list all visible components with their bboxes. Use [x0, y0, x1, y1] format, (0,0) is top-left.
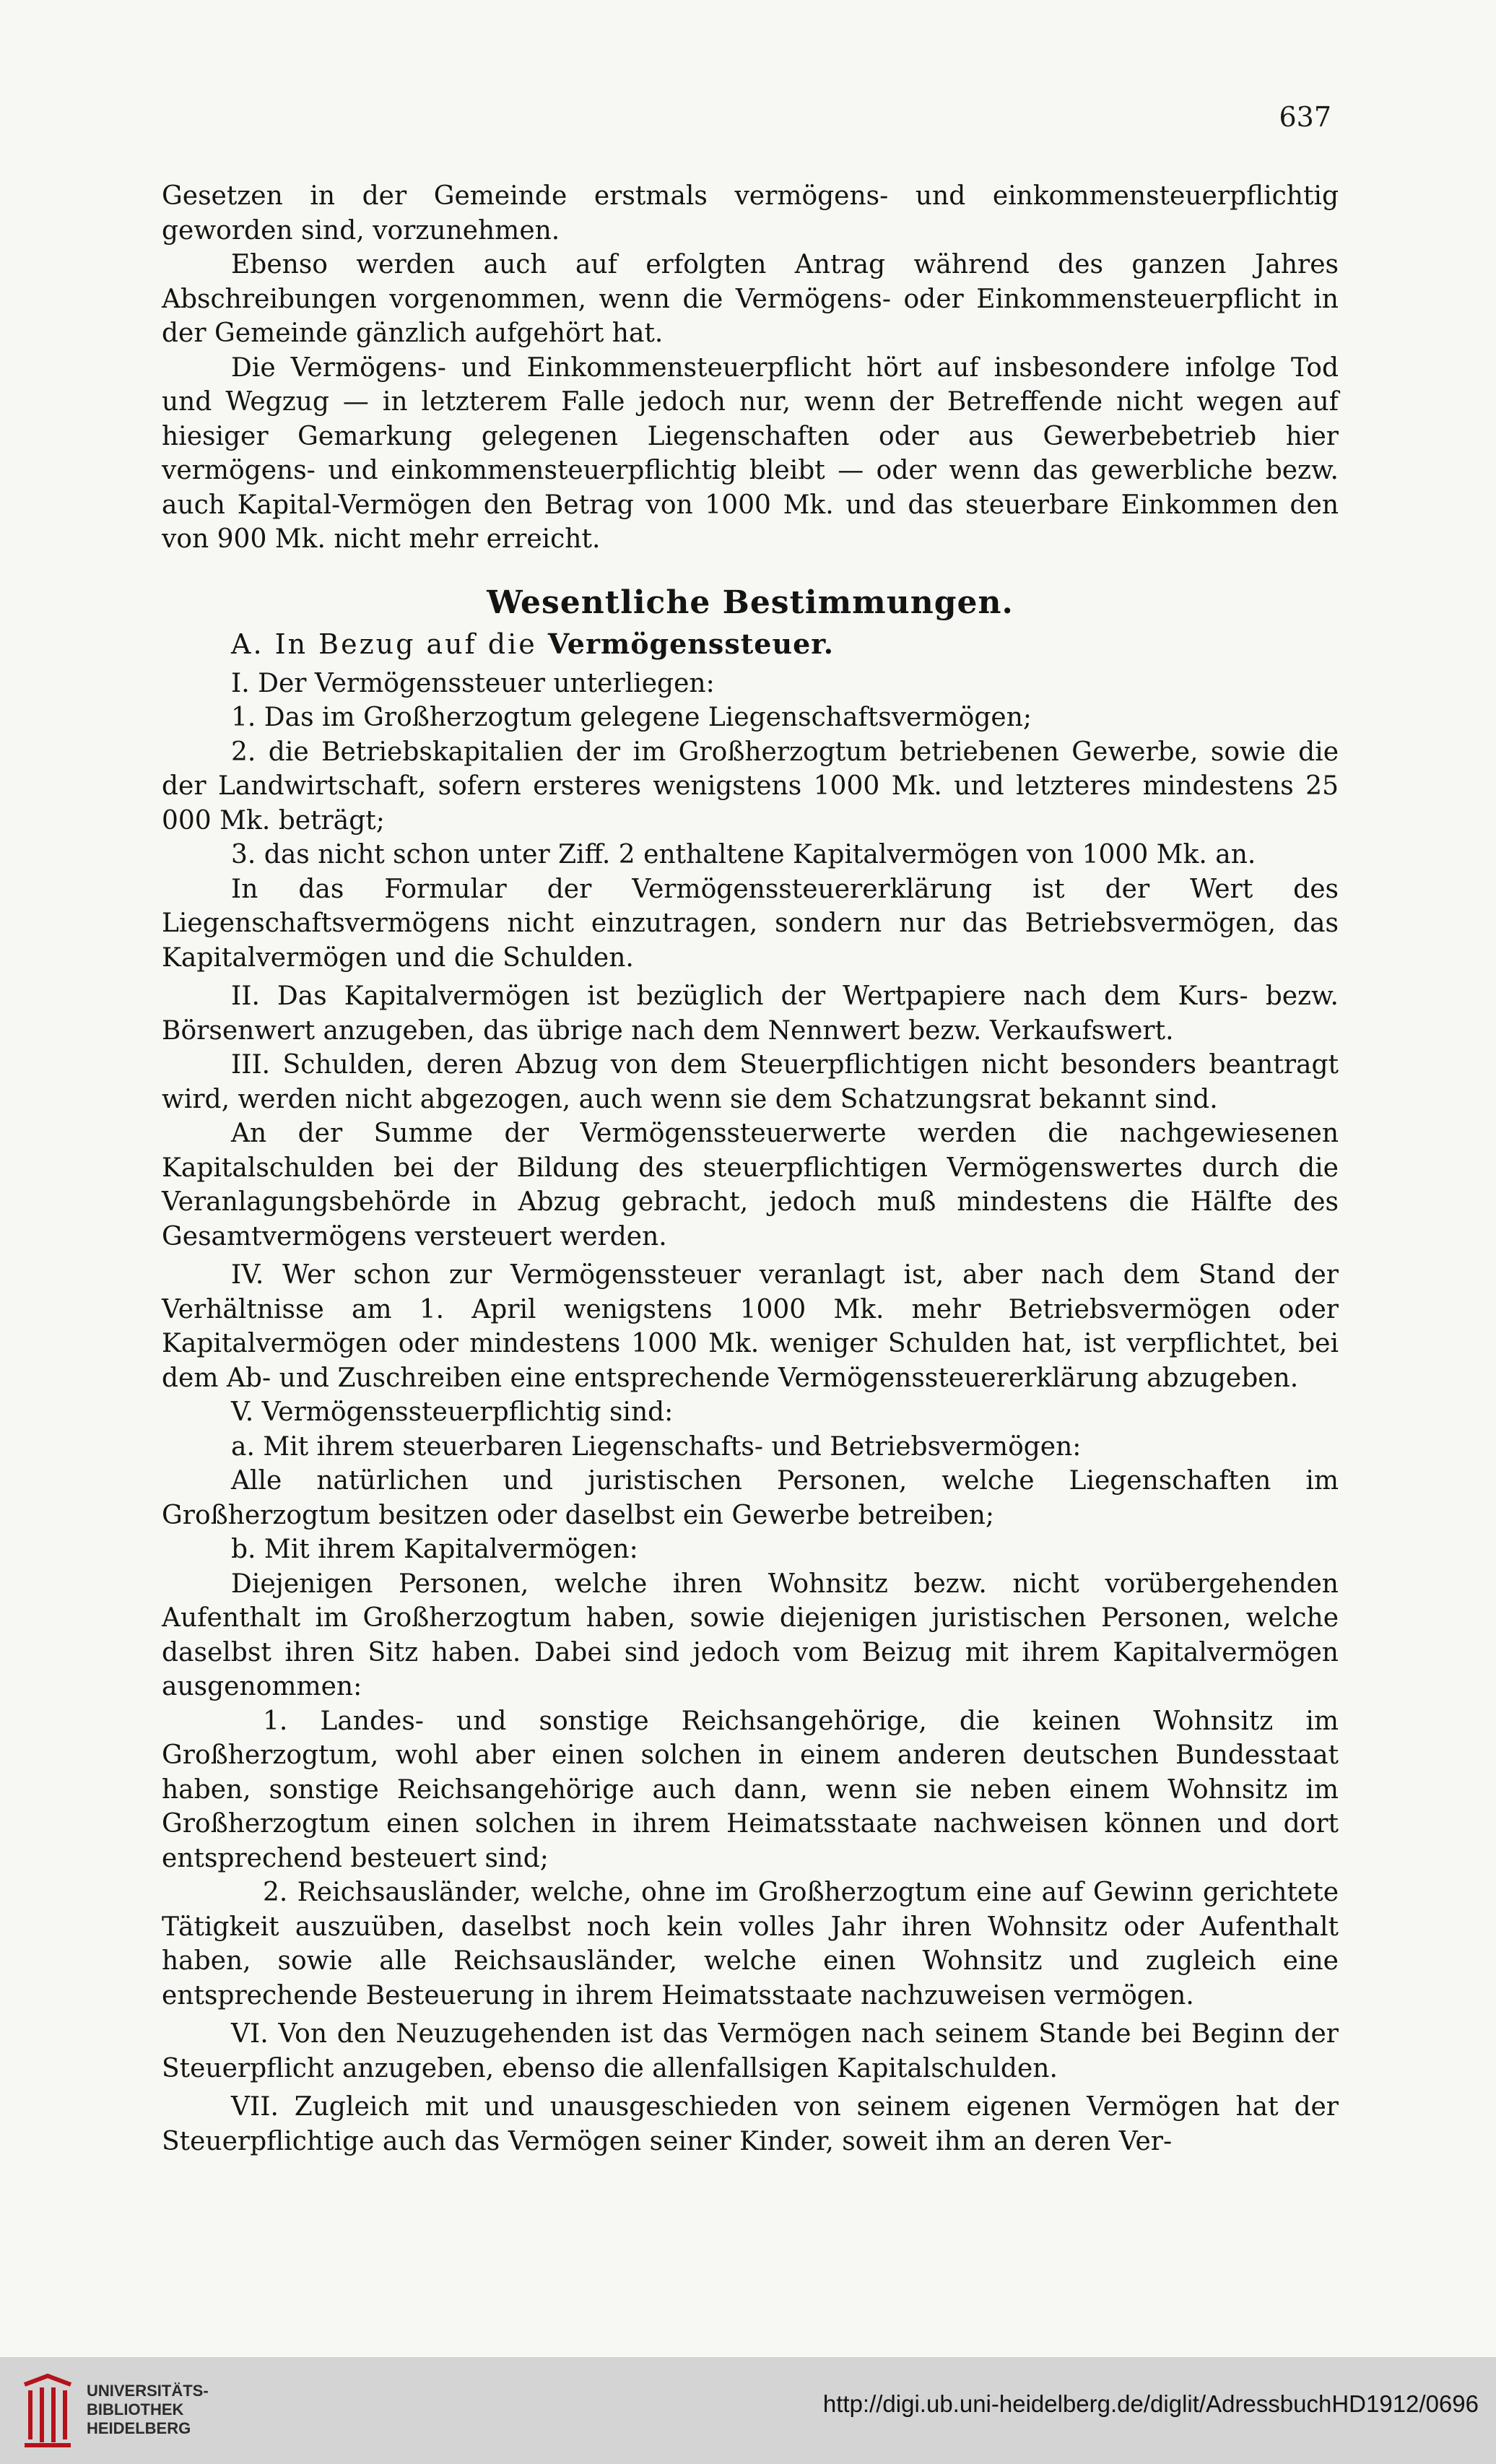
library-name-line-3: HEIDELBERG: [87, 2419, 191, 2437]
intro-paragraph-1: Gesetzen in der Gemeinde erstmals vermögens- und einkommensteuerpflichtig geworden sind, vorzunehmen.: [162, 181, 1339, 246]
clause-v-b-item-1: 1. Landes- und sonstige Reichsangehörige, die keinen Wohnsitz im Großherzogtum, wohl aber einen solchen in einem anderen deutschen Bundesstaat haben, sonstige Reichsangehörige auch dann, wenn sie neben einem Wohnsitz im Großherzogtum einen solchen in ihrem Heimatsstaate nachweisen können und dort entsprechend besteuert sind;: [162, 1706, 1339, 1873]
document-body: [162, 179, 1339, 2159]
clause-v-heading: V. Vermögenssteuerpflichtig sind:: [231, 1397, 674, 1427]
university-library-logo-icon: [17, 2370, 78, 2450]
clause-iv: IV. Wer schon zur Vermögenssteuer veranlagt ist, aber nach dem Stand der Verhältnisse am 1. April wenigstens 1000 Mk. mehr Betriebsvermögen oder Kapitalvermögen oder mindestens 1000 Mk. weniger Schulden hat, ist verpflichtet, bei dem Ab- und Zuschreiben eine entsprechende Vermögenssteuererklärung abzugeben.: [162, 1260, 1339, 1393]
library-name-line-1: UNIVERSITÄTS-: [87, 2382, 209, 2400]
clause-v-b: b. Mit ihrem Kapitalvermögen:: [231, 1535, 638, 1564]
clause-iii: III. Schulden, deren Abzug von dem Steuerpflichtigen nicht besonders beantragt wird, werden nicht abgezogen, auch wenn sie dem Schatzungsrat bekannt sind.: [162, 1050, 1339, 1114]
clause-vi: VI. Von den Neuzugehenden ist das Vermögen nach seinem Stande bei Beginn der Steuerpflicht anzugeben, ebenso die allenfallsigen Kapitalschulden.: [162, 2019, 1339, 2083]
source-url-link[interactable]: http://digi.ub.uni-heidelberg.de/diglit/AdressbuchHD1912/0696: [822, 2390, 1479, 2417]
clause-i-item-1: 1. Das im Großherzogtum gelegene Liegenschaftsvermögen;: [231, 703, 1032, 732]
clause-v-a-text: Alle natürlichen und juristischen Personen, welche Liegenschaften im Großherzogtum besitzen oder daselbst ein Gewerbe betreiben;: [162, 1466, 1339, 1530]
clause-v-a: a. Mit ihrem steuerbaren Liegenschafts- und Betriebsvermögen:: [231, 1431, 1082, 1462]
library-name: [87, 2382, 209, 2438]
clause-v-b-item-2: 2. Reichsausländer, welche, ohne im Großherzogtum eine auf Gewinn gerichtete Tätigkeit auszuüben, daselbst noch kein volles Jahr ihren Wohnsitz oder Aufenthalt haben, sowie alle Reichsausländer, welche einen Wohnsitz und zugleich eine entsprechende Besteuerung in ihrem Heimatsstaate nachzuweisen vermögen.: [162, 1878, 1339, 2010]
footer-bar: [0, 2357, 1496, 2464]
clause-vii: VII. Zugleich mit und unausgeschieden von seinem eigenen Vermögen hat der Steuerpflichtige auch das Vermögen seiner Kinder, soweit ihm an deren Ver-: [162, 2092, 1339, 2156]
clause-i-item-2: 2. die Betriebskapitalien der im Großherzogtum betriebenen Gewerbe, sowie die der Landwirtschaft, sofern ersteres wenigstens 1000 Mk. und letzteres mindestens 25 000 Mk. beträgt;: [162, 737, 1339, 836]
page-number: 637: [1279, 101, 1331, 133]
intro-paragraph-2: Ebenso werden auch auf erfolgten Antrag während des ganzen Jahres Abschreibungen vorgenommen, wenn die Vermögens- oder Einkommensteuerpflicht in der Gemeinde gänzlich aufgehört hat.: [162, 250, 1339, 348]
section-heading: Wesentliche Bestimmungen.: [487, 584, 1014, 621]
clause-i-item-3: 3. das nicht schon unter Ziff. 2 enthaltene Kapitalvermögen von 1000 Mk. an.: [231, 840, 1256, 869]
intro-paragraph-3: Die Vermögens- und Einkommensteuerpflicht hört auf insbesondere infolge Tod und Wegzug — in letzterem Falle jedoch nur, wenn der Betreffende nicht wegen auf hiesiger Gemarkung gelegenen Liegenschaften oder aus Gewerbebetrieb hier vermögens- und einkommensteuerpflichtig bleibt — oder wenn das gewerbliche bezw. auch Kapital-Vermögen den Betrag von 1000 Mk. und das steuerbare Einkommen den von 900 Mk. nicht mehr erreicht.: [162, 352, 1339, 554]
library-name-line-2: BIBLIOTHEK: [87, 2400, 184, 2419]
clause-i-heading: I. Der Vermögenssteuer unterliegen:: [231, 668, 715, 698]
clause-iii-continued: An der Summe der Vermögenssteuerwerte werden die nachgewiesenen Kapitalschulden bei der Bildung des steuerpflichtigen Vermögenswertes durch die Veranlagungsbehörde in Abzug gebracht, jedoch muß mindestens die Hälfte des Gesamtvermögens versteuert werden.: [162, 1119, 1339, 1251]
subheading-bold: Vermögenssteuer.: [547, 628, 835, 660]
section-subheading: [162, 627, 1339, 662]
subheading-prefix: A. In Bezug auf die: [231, 628, 537, 660]
clause-ii: II. Das Kapitalvermögen ist bezüglich der Wertpapiere nach dem Kurs- bezw. Börsenwert anzugeben, das übrige nach dem Nennwert bezw. Verkaufswert.: [162, 981, 1339, 1046]
clause-v-b-text: Diejenigen Personen, welche ihren Wohnsitz bezw. nicht vorübergehenden Aufenthalt im Großherzogtum haben, sowie diejenigen juristischen Personen, welche daselbst ihren Sitz haben. Dabei sind jedoch vom Beizug mit ihrem Kapitalvermögen ausgenommen:: [162, 1569, 1339, 1701]
clause-i-note: In das Formular der Vermögenssteuererklärung ist der Wert des Liegenschaftsvermögens nicht einzutragen, sondern nur das Betriebsvermögen, das Kapitalvermögen und die Schulden.: [162, 874, 1339, 973]
